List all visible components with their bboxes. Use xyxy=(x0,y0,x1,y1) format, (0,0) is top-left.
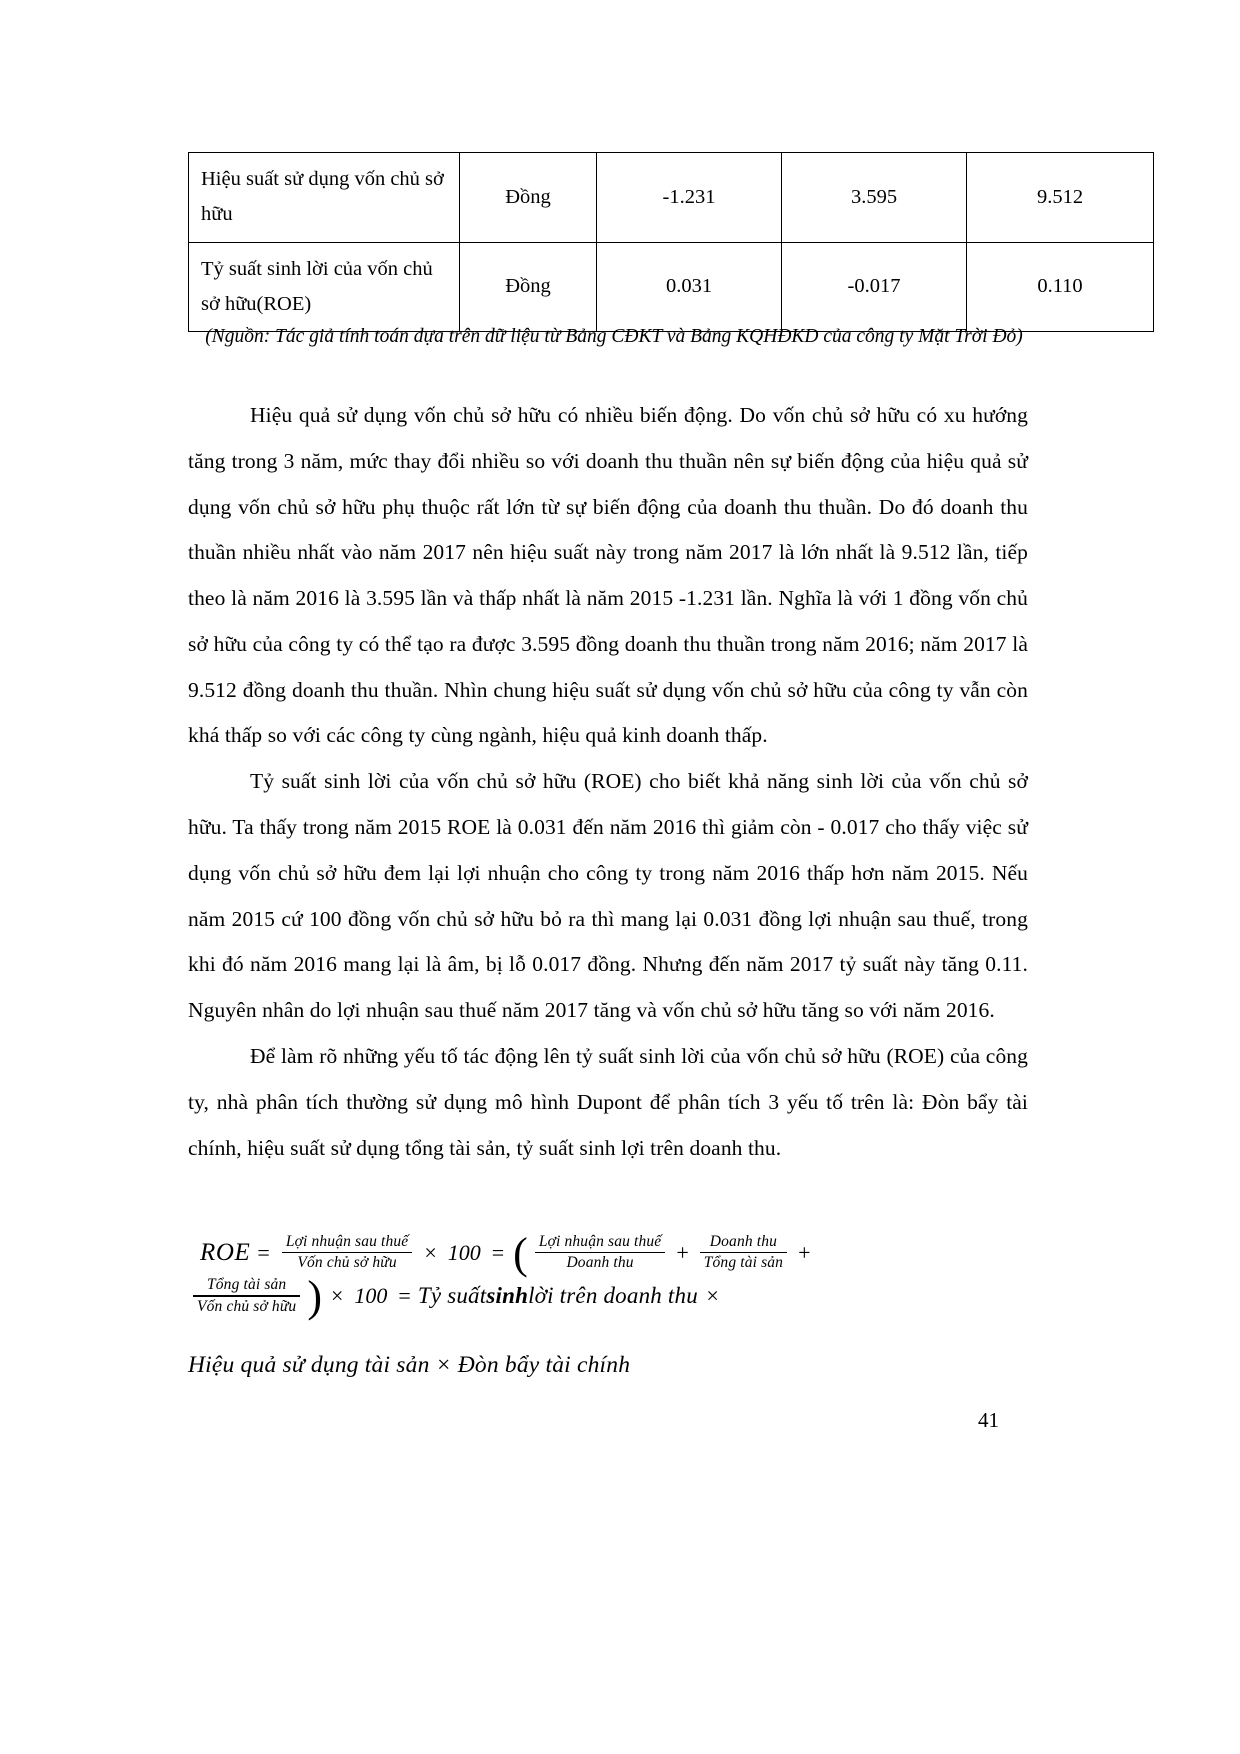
table-row xyxy=(189,153,1154,243)
financial-table-container xyxy=(188,152,1084,332)
row-value-2015-roe: 0.031 xyxy=(597,242,782,332)
row-unit-equity-efficiency: Đồng xyxy=(460,153,597,243)
formula-times-3: × xyxy=(704,1283,720,1309)
page-number: 41 xyxy=(978,1408,999,1432)
row-value-2016-equity-efficiency: 3.595 xyxy=(782,153,967,243)
table-source-caption: (Nguồn: Tác giả tính toán dựa trên dữ liệu từ Bảng CĐKT và Bảng KQHĐKD của công ty Mặt Trời Đỏ) xyxy=(205,326,1023,347)
row-value-2017-roe: 0.110 xyxy=(967,242,1154,332)
formula-plus-2: + xyxy=(798,1239,811,1265)
formula-line-3: Hiệu quả sử dụng tài sản × Đòn bẩy tài chính xyxy=(188,1352,631,1378)
formula-fraction-roe xyxy=(277,1233,418,1272)
formula-equals-2: = xyxy=(491,1239,505,1265)
formula-equals-3: = xyxy=(398,1283,411,1309)
formula-close-paren: ) xyxy=(307,1272,322,1322)
formula-line-2 xyxy=(188,1272,1040,1322)
formula-result-part-2: sinh xyxy=(486,1283,529,1309)
paragraph-dupont: Để làm rõ những yếu tố tác động lên tỷ suất sinh lời của vốn chủ sở hữu (ROE) của công ty, nhà phân tích thường sử dụng mô hình Dupont để phân tích 3 yếu tố trên là: Đòn bẩy tài chính, hiệu suất sử dụng tổng tài sản, tỷ suất sinh lợi trên doanh thu. xyxy=(188,1043,1028,1160)
formula-fraction-leverage xyxy=(188,1276,305,1315)
formula-frac2-denominator: Doanh thu xyxy=(566,1254,634,1272)
formula-fraction-profit-margin xyxy=(530,1233,671,1272)
body-text xyxy=(188,393,1028,1171)
formula-fraction-asset-turnover xyxy=(695,1233,792,1272)
formula-frac3-numerator: Doanh thu xyxy=(709,1233,778,1250)
formula-line-1 xyxy=(188,1229,1040,1279)
formula-plus-1: + xyxy=(676,1239,689,1265)
formula-frac4-numerator: Tổng tài sản xyxy=(207,1276,287,1294)
formula-frac2-numerator: Lợi nhuận sau thuế xyxy=(538,1233,662,1250)
row-value-2016-roe: -0.017 xyxy=(782,242,967,332)
row-unit-roe: Đồng xyxy=(460,242,597,332)
dupont-formula xyxy=(188,1229,1040,1322)
formula-result-part-3: lời trên doanh thu xyxy=(528,1283,698,1309)
formula-hundred-2: 100 xyxy=(354,1283,388,1309)
formula-times-1: × xyxy=(424,1239,437,1265)
formula-result-part-1: Tỷ suất xyxy=(417,1283,487,1309)
formula-open-paren: ( xyxy=(513,1229,528,1279)
formula-hundred-1: 100 xyxy=(447,1239,481,1265)
row-label-roe: Tỷ suất sinh lời của vốn chủ sở hữu(ROE) xyxy=(189,242,460,332)
formula-frac3-denominator: Tổng tài sản xyxy=(703,1254,784,1272)
row-value-2017-equity-efficiency: 9.512 xyxy=(967,153,1154,243)
formula-frac1-denominator: Vốn chủ sở hữu xyxy=(297,1254,397,1272)
formula-frac1-numerator: Lợi nhuận sau thuế xyxy=(285,1233,409,1250)
formula-times-2: × xyxy=(331,1283,344,1309)
formula-roe-label: ROE xyxy=(200,1238,251,1266)
formula-equals-1: = xyxy=(257,1239,270,1265)
paragraph-roe: Tỷ suất sinh lời của vốn chủ sở hữu (ROE) cho biết khả năng sinh lời của vốn chủ sở hữu. Ta thấy trong năm 2015 ROE là 0.031 đến năm 2016 thì giảm còn - 0.017 cho thấy việc sử dụng vốn chủ sở hữu đem lại lợi nhuận cho công ty trong năm 2016 thấp hơn năm 2015. Nếu năm 2015 cứ 100 đồng vốn chủ sở hữu bỏ ra thì mang lại 0.031 đồng lợi nhuận sau thuế, trong khi đó năm 2016 mang lại là âm, bị lỗ 0.017 đồng. Nhưng đến năm 2017 tỷ suất này tăng 0.11. Nguyên nhân do lợi nhuận sau thuế năm 2017 tăng và vốn chủ sở hữu tăng so với năm 2016. xyxy=(188,769,1028,1023)
row-value-2015-equity-efficiency: -1.231 xyxy=(597,153,782,243)
financial-table xyxy=(188,152,1154,332)
formula-frac4-denominator: Vốn chủ sở hữu xyxy=(197,1297,297,1315)
paragraph-equity-efficiency: Hiệu quả sử dụng vốn chủ sở hữu có nhiều biến động. Do vốn chủ sở hữu có xu hướng tăng trong 3 năm, mức thay đổi nhiều so với doanh thu thuần nên sự biến động của hiệu quả sử dụng vốn chủ sở hữu phụ thuộc rất lớn từ sự biến động của doanh thu thuần. Do đó doanh thu thuần nhiều nhất vào năm 2017 nên hiệu suất này trong năm 2017 là lớn nhất là 9.512 lần, tiếp theo là năm 2016 là 3.595 lần và thấp nhất là năm 2015 -1.231 lần. Nghĩa là với 1 đồng vốn chủ sở hữu của công ty có thể tạo ra được 3.595 đồng doanh thu thuần trong năm 2016; năm 2017 là 9.512 đồng doanh thu thuần. Nhìn chung hiệu suất sử dụng vốn chủ sở hữu của công ty vẫn còn khá thấp so với các công ty cùng ngành, hiệu quả kinh doanh thấp. xyxy=(188,403,1028,748)
row-label-equity-efficiency: Hiệu suất sử dụng vốn chủ sở hữu xyxy=(189,153,460,243)
